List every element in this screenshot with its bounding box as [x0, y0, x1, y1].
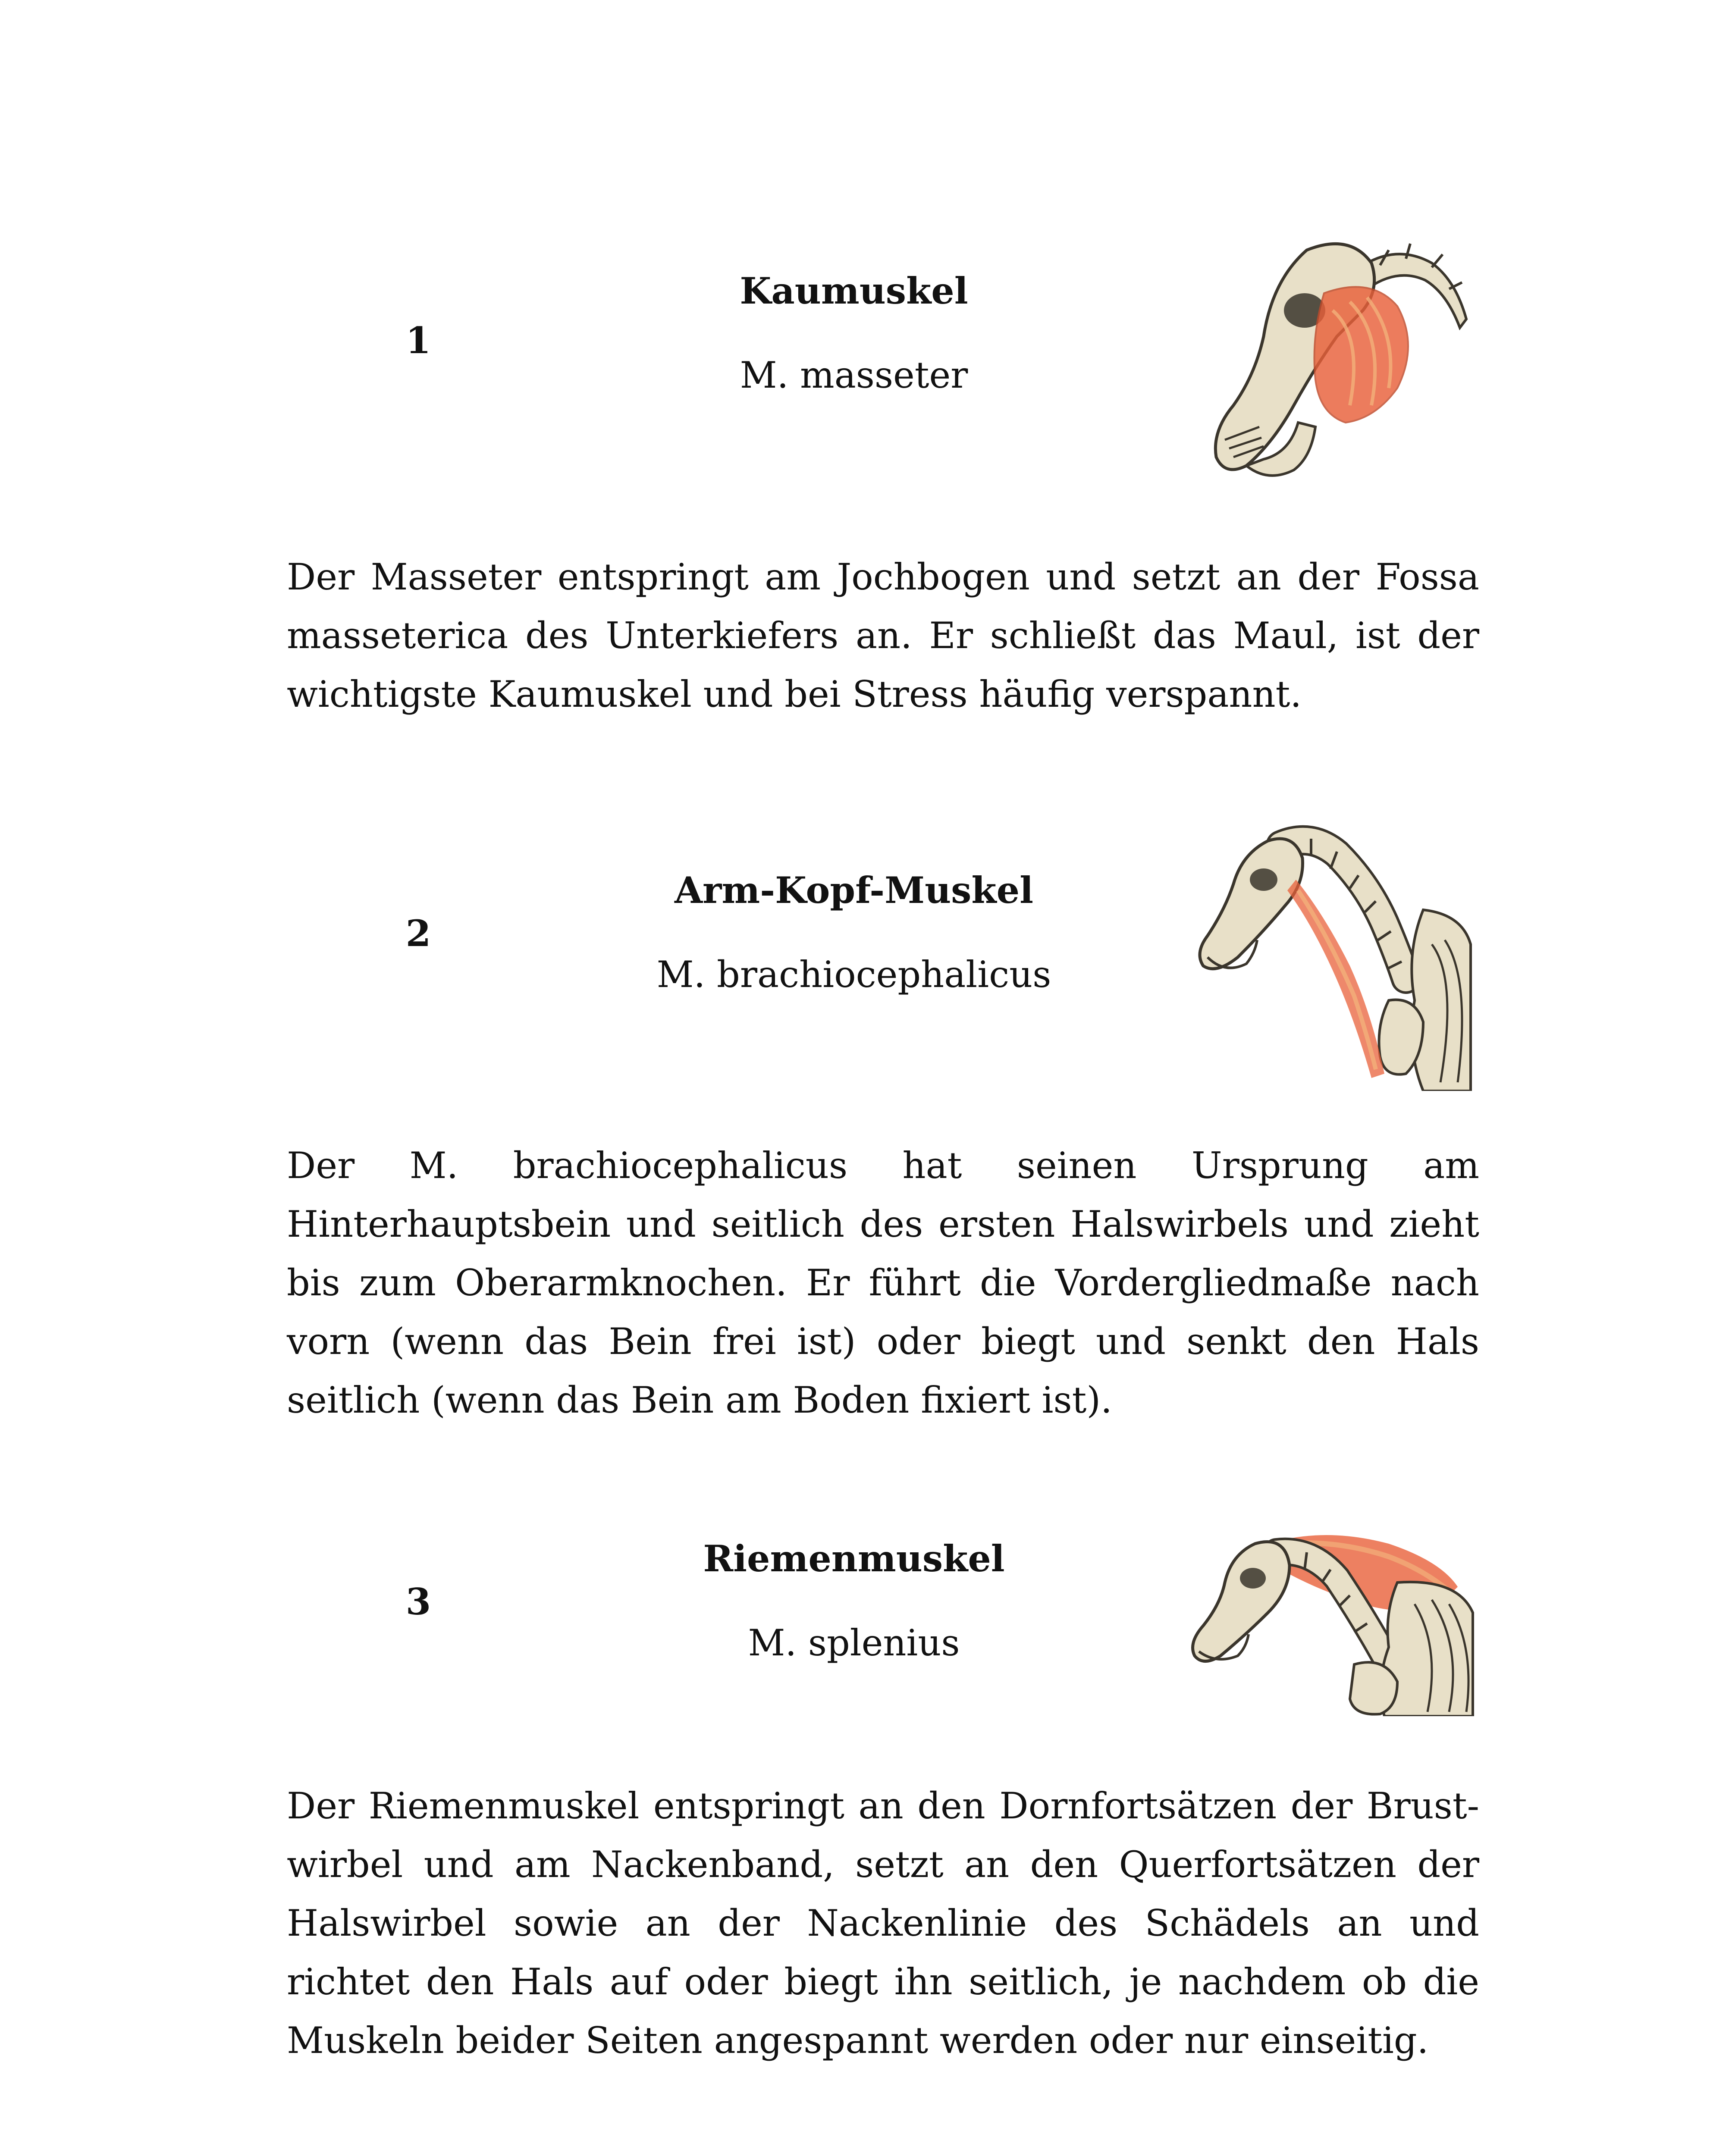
entry-description: Der Masseter entspringt am Jochbogen und setzt an der Fossa masseterica des Unterkiefers an. Er schließt das Maul, ist der wichtigste Kaumuskel und bei Stress häufig verspannt.	[287, 556, 1479, 715]
entry-description: Der Riemenmuskel entspringt an den Dornfortsätzen der Brustwirbel und am Nackenband, setzt an den Querfortsätzen der Halswirbel sowie an der Nackenlinie des Schädels an und richtet den Hals auf oder biegt ihn seitlich, je nachdem ob die Muskeln beider Seiten angespannt werden oder nur einseitig.	[287, 1785, 1479, 2062]
entry-latin-name: M. masseter	[740, 354, 968, 396]
entry-description: Der M. brachiocephalicus hat seinen Ursprung am Hinterhauptsbein und seitlich des ersten Halswirbels und zieht bis zum Oberarmknochen. Er führt die Vordergliedmaße nach vorn (wenn das Bein frei ist) oder biegt und senkt den Hals seitlich (wenn das Bein am Boden fixiert ist).	[287, 1144, 1479, 1421]
horse-skeleton-splenius-illustration	[1182, 1518, 1475, 1716]
entry-number: 1	[405, 319, 431, 362]
horse-skeleton-brachiocephalicus-illustration	[1182, 815, 1475, 1091]
horse-skull-masseter-illustration	[1208, 224, 1475, 500]
entry-title: Riemenmuskel	[703, 1537, 1005, 1580]
entry-number: 2	[405, 912, 431, 955]
entry-latin-name: M. brachiocephalicus	[656, 953, 1051, 996]
entry-number: 3	[405, 1580, 431, 1623]
entry-title: Arm-Kopf-Muskel	[674, 869, 1033, 912]
entry-title: Kaumuskel	[740, 270, 968, 312]
entry-latin-name: M. splenius	[748, 1622, 960, 1664]
